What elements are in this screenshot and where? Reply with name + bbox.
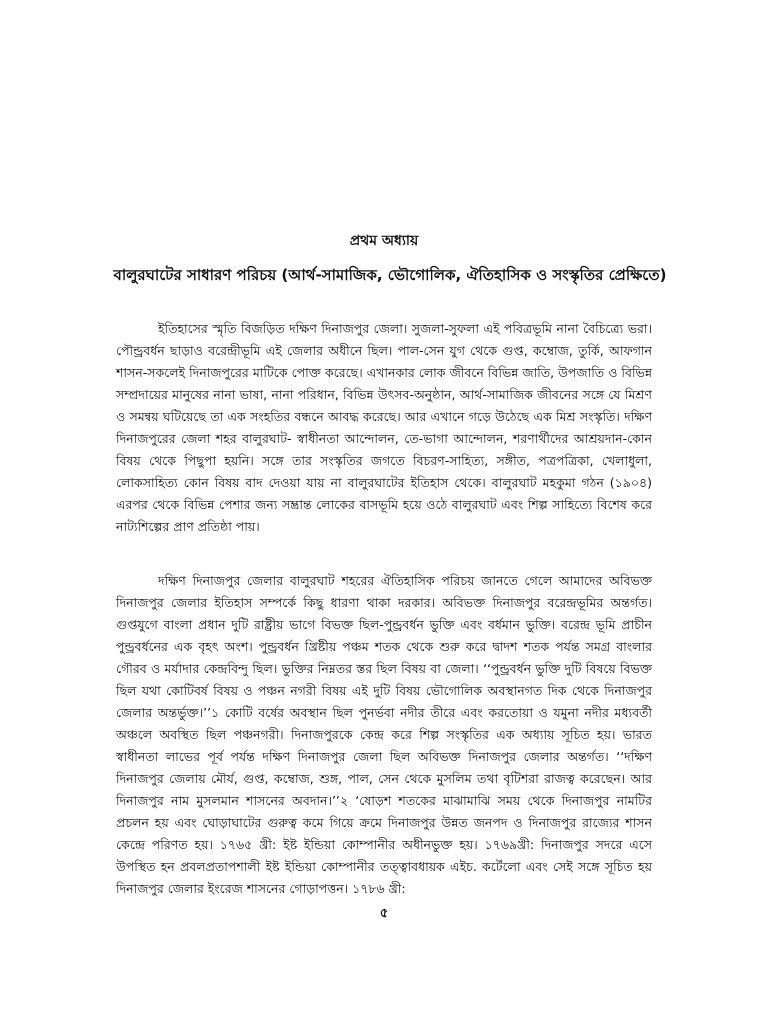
paragraph-2: দক্ষিণ দিনাজপুর জেলার বালুরঘাট শহরের ঐতিহাসিক পরিচয় জানতে গেলে আমাদের অবিভক্ত দিনাজপুর জেলার ইতিহাস সম্পর্কে কিছু ধারণা থাকা দরকার। অবিভক্ত দিনাজপুর বরেন্দ্রভূমির অন্তর্গত। গুপ্তযুগে বাংলা প্রধান দুটি রাষ্ট্রীয় ভাগে বিভক্ত ছিল-পুন্ড্রবর্ধন ভুক্তি এবং বর্ধমান ভুক্তি। বরেন্দ্র ভূমি প্রাচীন পুন্ড্রবর্ধনের এক বৃহৎ অংশ। পুন্ড্রবর্ধন খ্রিষ্টীয় পঞ্চম শতক থেকে শুরু করে দ্বাদশ শতক পর্যন্ত সমগ্র বাংলার গৌরব ও মর্যাদার কেন্দ্রবিন্দু ছিল। ভুক্তির নিম্নতর স্তর ছিল বিষয় বা জেলা। ‘‘পুন্ড্রবর্ধন ভুক্তি দুটি বিষয়ে বিভক্ত ছিল যথা কোটিবর্ষ বিষয় ও পঞ্চন নগরী বিষয় এই দুটি বিষয় ভৌগোলিক অবস্থানগত দিক থেকে দিনাজপুর জেলার অন্তর্ভুক্ত।’’১ কোটি বর্ষের অবস্থান ছিল পুনর্ভবা নদীর তীরে এবং করতোয়া ও যমুনা নদীর মধ্যবর্তী অঞ্চলে অবস্থিত ছিল পঞ্চনগরী। দিনাজপুরকে কেন্দ্র করে শিল্প সংস্কৃতির এক অধ্যায় সূচিত হয়। ভারত স্বাধীনতা লাভের পূর্ব পর্যন্ত দক্ষিণ দিনাজপুর জেলা ছিল অবিভক্ত দিনাজপুর জেলার অন্তর্গত। ‘‘দক্ষিণ দিনাজপুর জেলায় মৌর্য, গুপ্ত, কম্বোজ, শুঙ্গ, পাল, সেন থেকে মুসলিম তথা বৃটিশরা রাজত্ব করেছেন। আর দিনাজপুর নাম মুসলমান শাসনের অবদান।’’২ ‘ষোড়শ শতকের মাঝামাঝি সময় থেকে দিনাজপুর নামটির প্রচলন হয় এবং ঘোড়াঘাটের গুরুত্ব কমে গিয়ে ক্রমে দিনাজপুর উন্নত জনপদ ও দিনাজপুর রাজ্যের শাসন কেন্দ্রে পরিণত হয়। ১৭৬৫ খ্রী: ইষ্ট ইন্ডিয়া কোম্পানীর অধীনভুক্ত হয়। ১৭৬৯খ্রী: দিনাজপুর সদরে এসে উপস্থিত হন প্রবলপ্রতাপশালী ইষ্ট ইন্ডিয়া কোম্পানীর তত্ত্বাবধায়ক এইচ. কর্টেলো এবং সেই সঙ্গে সূচিত হয় দিনাজপুর জেলার ইংরেজ শাসনের গোড়াপত্তন। ১৭৮৬ খ্রী: [116,573,652,896]
page-number: ৫ [379,906,389,921]
paragraph-1: ইতিহাসের স্মৃতি বিজড়িত দক্ষিণ দিনাজপুর জেলা। সুজলা-সুফলা এই পবিত্রভূমি নানা বৈচিত্র্যে ভরা। পৌন্ড্রবর্ধন ছাড়াও বরেন্দ্রীভূমি এই জেলার অধীনে ছিল। পাল-সেন যুগ থেকে গুপ্ত, কম্বোজ, তুর্কি, আফগান শাসন-সকলেই দিনাজপুরের মাটিকে পোক্ত করেছে। এখানকার লোক জীবনে বিভিন্ন জাতি, উপজাতি ও বিভিন্ন সম্প্রদায়ের মানুষের নানা ভাষা, নানা পরিধান, বিভিন্ন উৎসব-অনুষ্ঠান, আর্থ-সামাজিক জীবনের সঙ্গে যে মিশ্রণ ও সমন্বয় ঘটিয়েছে তা এক সংহতির বন্ধনে আবদ্ধ করেছে। আর এখানে গড়ে উঠেছে এক মিশ্র সংস্কৃতি। দক্ষিণ দিনাজপুরের জেলা শহর বালুরঘাট- স্বাধীনতা আন্দোলন, তে-ভাগা আন্দোলন, শরণার্থীদের আশ্রয়দান-কোন বিষয় থেকে পিছুপা হয়নি। সঙ্গে তার সংস্কৃতির জগতে বিচরণ-সাহিত্য, সঙ্গীত, পত্রপত্রিকা, খেলাধুলা, লোকসাহিত্য কোন বিষয় বাদ দেওয়া যায় না বালুরঘাটের ইতিহাস থেকে। বালুরঘাট মহকুমা গঠন (১৯০৪) এরপর থেকে বিভিন্ন পেশার জন্য সম্ভ্রান্ত লোকের বাসভূমি হয়ে ওঠে বালুরঘাট এবং শিল্প সাহিত্যে বিশেষ করে নাট্যশিল্পের প্রাণ প্রতিষ্ঠা পায়। [116,321,652,534]
chapter-heading: প্রথম অধ্যায় [349,233,419,249]
section-title: বালুরঘাটের সাধারণ পরিচয় (আর্থ-সামাজিক, ভৌগোলিক, ঐতিহাসিক ও সংস্কৃতির প্রেক্ষিতে) [113,266,667,284]
